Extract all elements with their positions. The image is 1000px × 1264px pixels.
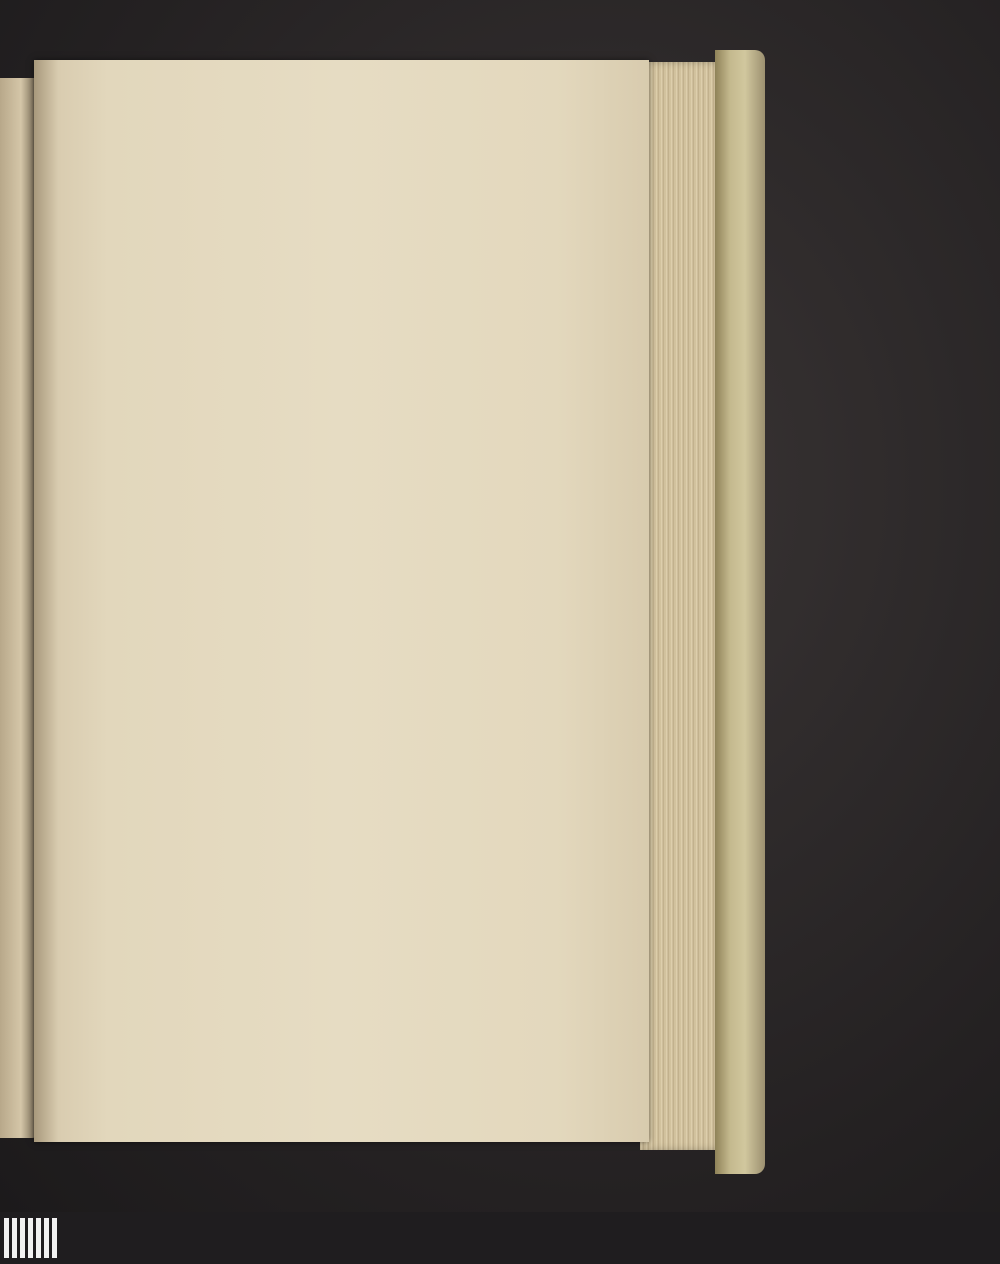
book-page (34, 60, 649, 1142)
library-logo-icon (4, 1218, 57, 1258)
book-cover-edge (715, 50, 765, 1174)
page-block-edge (640, 62, 725, 1150)
left-page-edge (0, 78, 38, 1138)
footer-bar (0, 1212, 1000, 1264)
